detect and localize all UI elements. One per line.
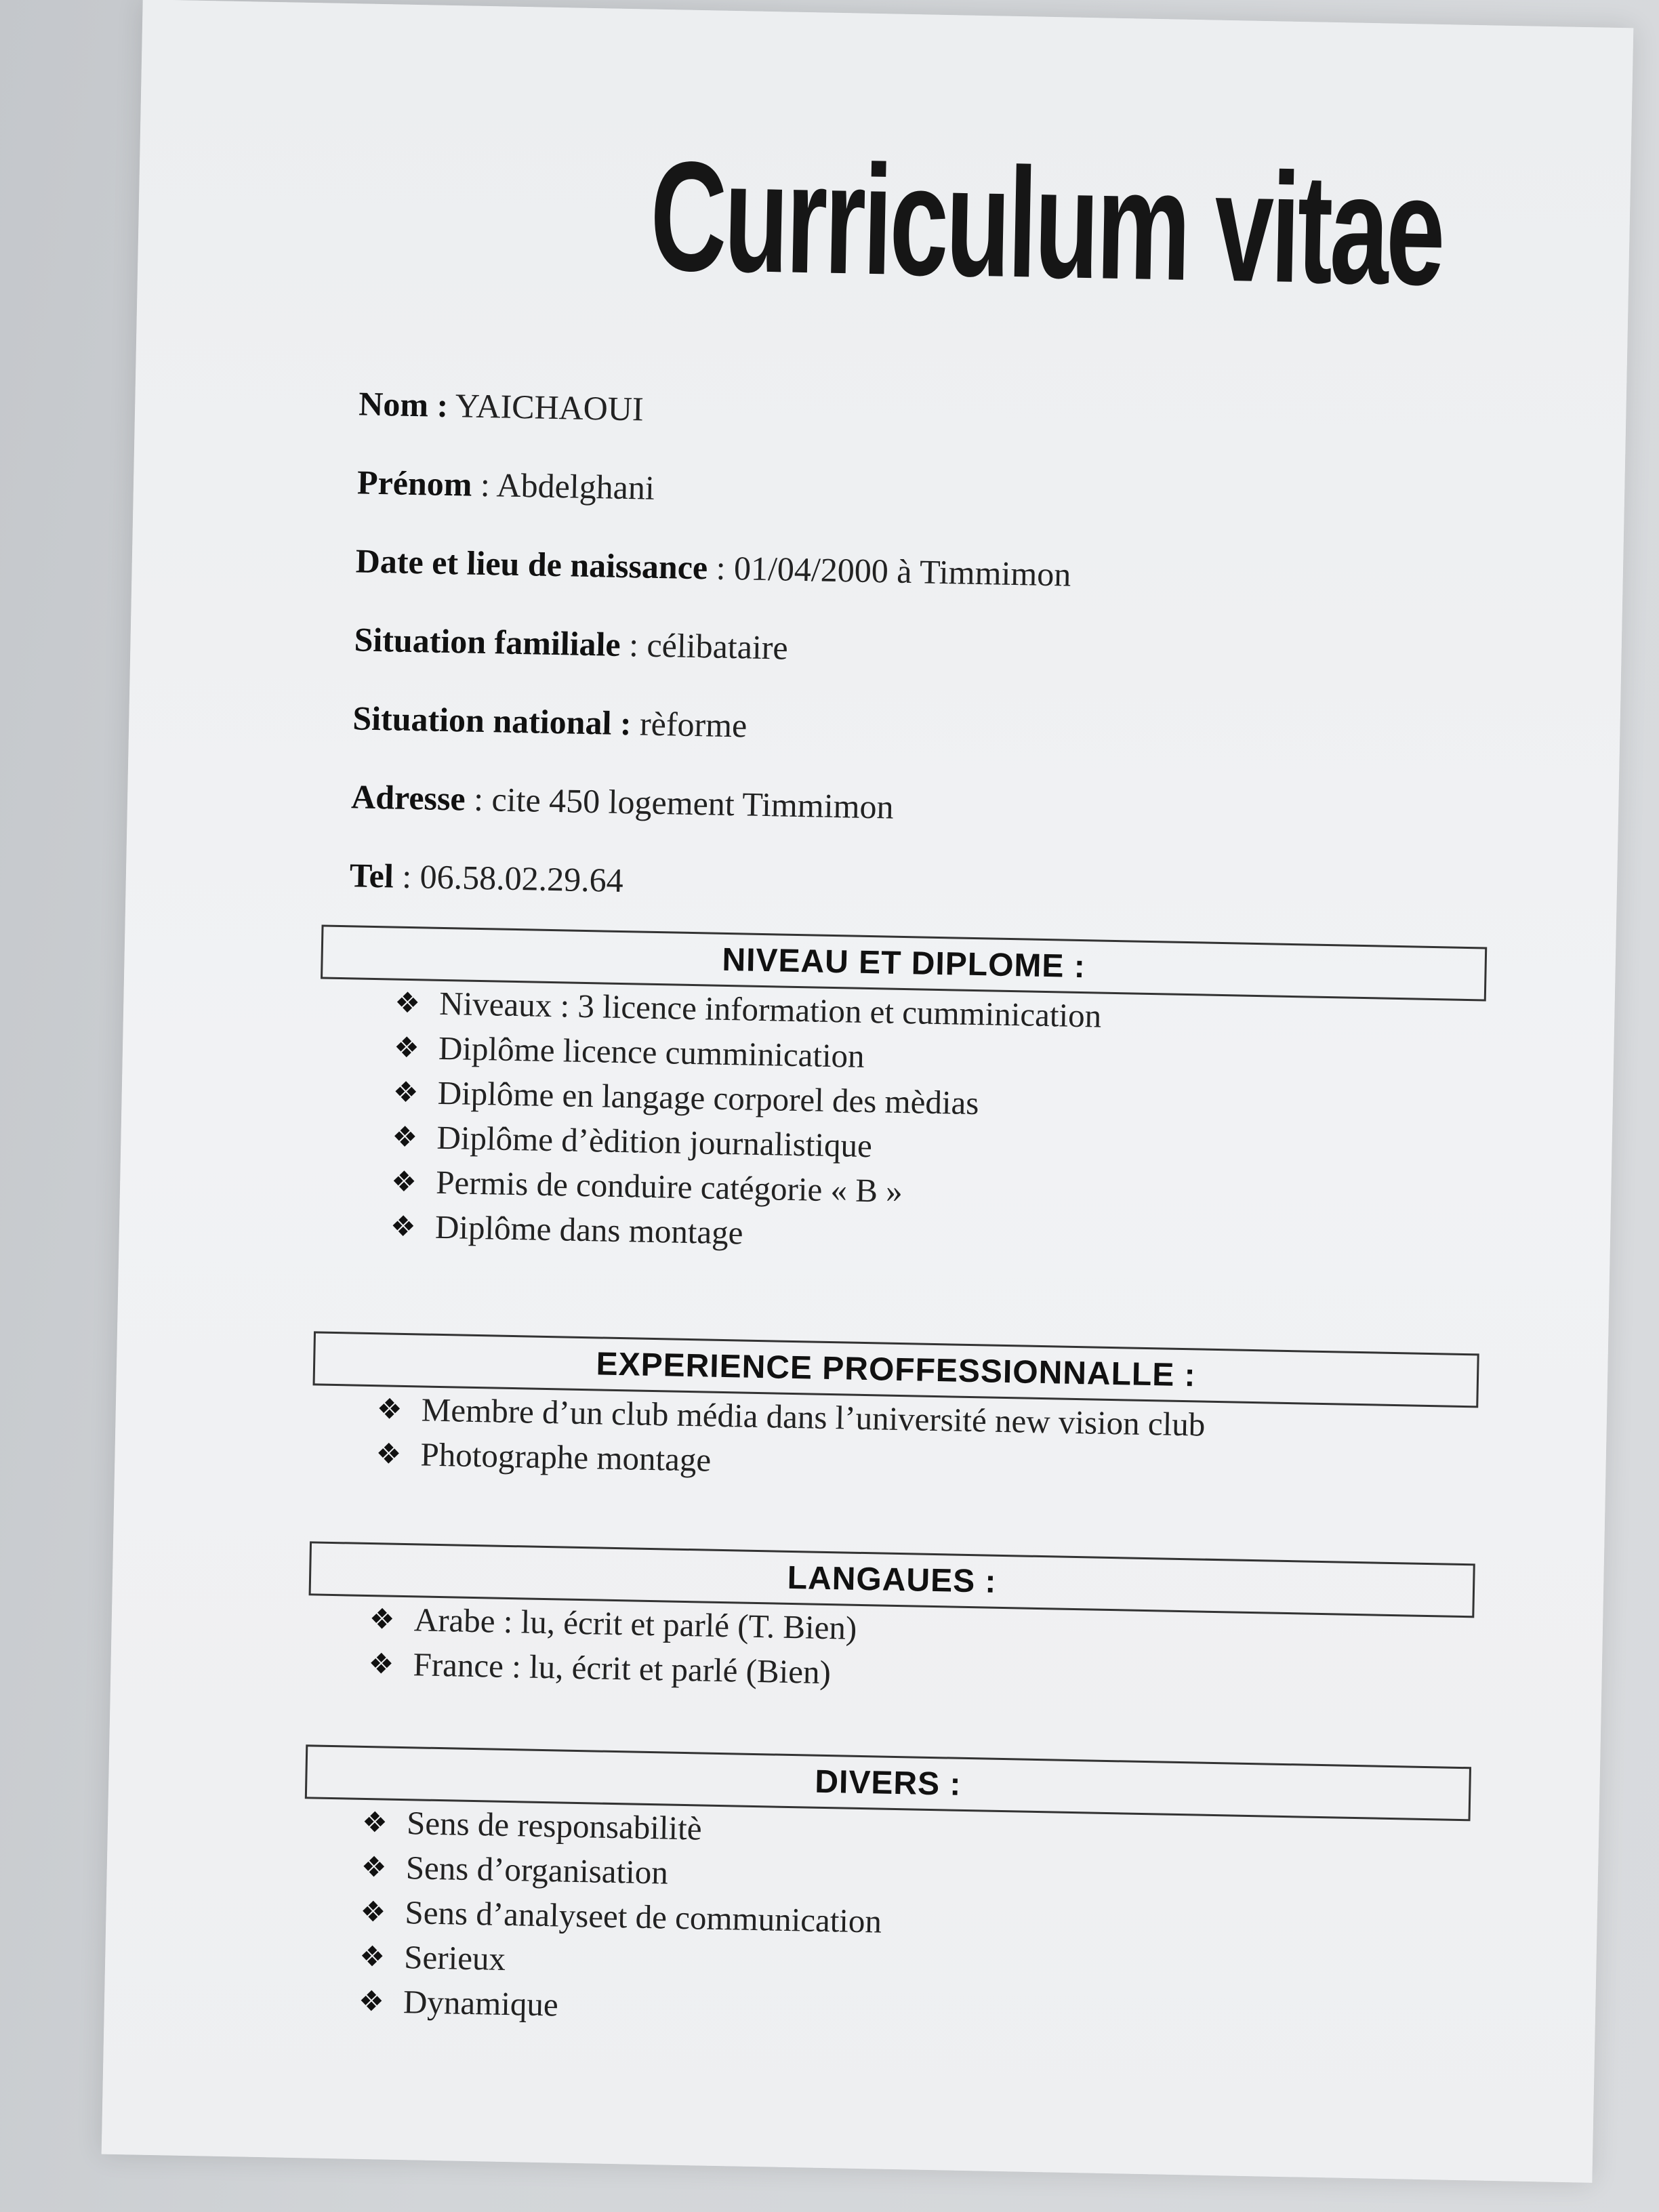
personal-info-block [348, 383, 1443, 954]
diploma-list [390, 981, 1486, 1270]
item-text: Diplôme en langage corporel des mèdias [437, 1073, 979, 1122]
item-text: Membre d’un club média dans l’université new vision club [421, 1391, 1206, 1443]
info-value: YAICHAOUI [447, 386, 644, 428]
section-diplomas [315, 924, 1487, 1269]
item-text: Sens d’analyseet de communication [405, 1893, 882, 1940]
item-text: Photographe montage [420, 1435, 712, 1479]
item-text: Diplôme dans montage [434, 1208, 744, 1252]
item-text: Permis de conduire catégorie « B » [435, 1163, 903, 1210]
info-value: rèforme [631, 704, 747, 745]
info-label: Date et lieu de naissance [355, 541, 708, 587]
info-value: : 06.58.02.29.64 [393, 857, 624, 900]
bullet-icon: ❖ [376, 1392, 403, 1426]
info-label: Nom : [358, 384, 449, 424]
bullet-icon: ❖ [393, 1030, 420, 1065]
info-label: Tel [349, 856, 394, 895]
bullet-icon: ❖ [360, 1894, 386, 1929]
section-misc [300, 1744, 1471, 2045]
bullet-icon: ❖ [394, 985, 421, 1020]
info-value: : cite 450 logement Timmimon [465, 779, 895, 826]
item-text: Diplôme d’èdition journalistique [436, 1118, 873, 1165]
item-text: Sens d’organisation [405, 1849, 669, 1891]
info-label: Adresse [350, 777, 466, 818]
bullet-icon: ❖ [392, 1075, 419, 1109]
item-text: Dynamique [403, 1983, 559, 2024]
section-heading: DIVERS : [814, 1763, 962, 1803]
info-value: : 01/04/2000 à Timmimon [707, 548, 1071, 594]
bullet-icon: ❖ [375, 1437, 402, 1471]
item-text: Sens de responsabilitè [406, 1804, 703, 1847]
bullet-icon: ❖ [358, 1984, 385, 2018]
info-label: Situation national : [352, 699, 632, 743]
section-experience [311, 1331, 1479, 1497]
bullet-icon: ❖ [392, 1120, 418, 1154]
bullet-icon: ❖ [390, 1164, 417, 1199]
bullet-icon: ❖ [390, 1209, 417, 1244]
document-title: Curriculum vitae [649, 128, 1444, 319]
item-text: Niveaux : 3 licence information et cumminication [438, 984, 1102, 1035]
bullet-icon: ❖ [368, 1647, 394, 1681]
item-text: France : lu, écrit et parlé (Bien) [413, 1645, 832, 1692]
info-value: : Abdelghani [471, 465, 655, 507]
bullet-icon: ❖ [361, 1805, 388, 1839]
bullet-icon: ❖ [369, 1602, 396, 1636]
info-value: : célibataire [620, 625, 789, 667]
bullet-icon: ❖ [359, 1939, 386, 1973]
info-label: Situation familiale [354, 620, 621, 663]
item-text: Arabe : lu, écrit et parlé (T. Bien) [413, 1601, 857, 1647]
bullet-icon: ❖ [361, 1849, 388, 1884]
section-languages [307, 1541, 1475, 1707]
section-heading: LANGAUES : [787, 1559, 997, 1600]
info-label: Prénom [356, 463, 473, 504]
section-heading: NIVEAU ET DIPLOME : [721, 941, 1086, 985]
item-text: Diplôme licence cumminication [438, 1029, 865, 1075]
section-heading: EXPERIENCE PROFFESSIONNALLE : [596, 1345, 1197, 1393]
item-text: Serieux [403, 1938, 506, 1978]
misc-list [358, 1800, 1470, 2045]
cv-paper-sheet [102, 0, 1634, 2183]
